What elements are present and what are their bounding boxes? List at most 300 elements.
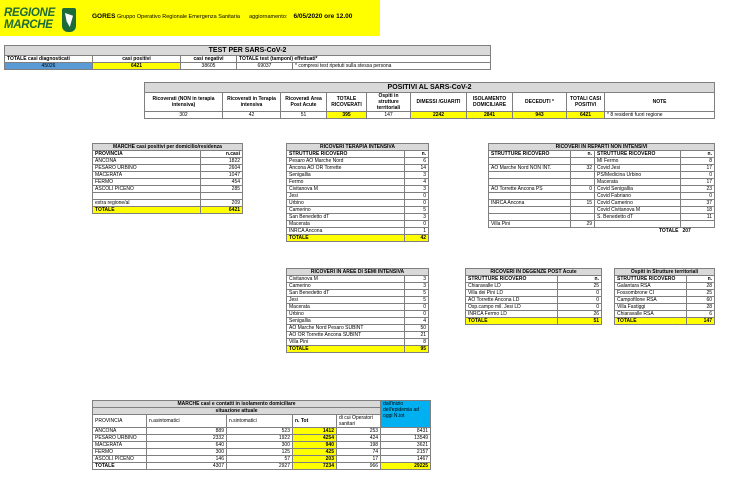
non-icu-name: S. Benedetto dT bbox=[595, 214, 681, 221]
province-row bbox=[93, 186, 243, 193]
non-icu-name: Covid Fabriano bbox=[595, 193, 681, 200]
isolation-row bbox=[93, 449, 431, 456]
province-col-label: PROVINCIA bbox=[93, 151, 201, 158]
semi-total-label: TOTALE bbox=[287, 346, 405, 353]
territorial-title-row bbox=[615, 269, 715, 276]
icu-value: 3 bbox=[405, 186, 429, 193]
non-icu-row bbox=[489, 207, 715, 214]
province-row bbox=[93, 172, 243, 179]
non-icu-value: 17 bbox=[681, 179, 715, 186]
non-icu-name: AO Marche Nord NON INT. bbox=[489, 165, 571, 172]
icu-row bbox=[287, 221, 429, 228]
semi-row bbox=[287, 318, 429, 325]
isolation-cell: ASCOLI PICENO bbox=[93, 456, 147, 463]
non-icu-name: Covid Civitanova M bbox=[595, 207, 681, 214]
isolation-row bbox=[93, 442, 431, 449]
isolation-col-label: PROVINCIA bbox=[93, 415, 147, 428]
province-value bbox=[201, 193, 243, 200]
icu-value: 3 bbox=[405, 172, 429, 179]
isolation-cell: 13549 bbox=[381, 435, 431, 442]
semi-name: Senigallia bbox=[287, 318, 405, 325]
non-icu-value: 0 bbox=[571, 186, 595, 193]
isolation-cell: PESARO URBINO bbox=[93, 435, 147, 442]
tests-total-tests: 69037 bbox=[237, 63, 293, 70]
isolation-cell: 74 bbox=[337, 449, 381, 456]
semi-value: 0 bbox=[405, 304, 429, 311]
province-name: ANCONA bbox=[93, 158, 201, 165]
positives-value: 51 bbox=[281, 112, 327, 119]
territorial-row bbox=[615, 297, 715, 304]
post_acute-row bbox=[466, 297, 602, 304]
icu-row bbox=[287, 214, 429, 221]
province-value: 285 bbox=[201, 186, 243, 193]
non-icu-name: PS/Medicina Urbino bbox=[595, 172, 681, 179]
positives-title: POSITIVI AL SARS-CoV-2 bbox=[145, 83, 715, 93]
non-icu-row bbox=[489, 221, 715, 228]
post_acute-name: Osp.campo mil. Jesi LD bbox=[466, 304, 558, 311]
province-total-label: TOTALE bbox=[93, 207, 201, 214]
semi-title: RICOVERI IN AREE DI SEMI INTENSIVA bbox=[287, 269, 429, 276]
province-row bbox=[93, 200, 243, 207]
isolation-total-cell: 966 bbox=[337, 463, 381, 470]
isolation-cell: 2157 bbox=[381, 449, 431, 456]
non-icu-name: Villa Pini bbox=[489, 221, 571, 228]
semi-value: 3 bbox=[405, 283, 429, 290]
isolation-cell: 889 bbox=[147, 428, 227, 435]
isolation-cell: ANCONA bbox=[93, 428, 147, 435]
semi-name: Camerino bbox=[287, 283, 405, 290]
shield-icon bbox=[62, 8, 76, 32]
province-header-row bbox=[93, 151, 243, 158]
province-value: 209 bbox=[201, 200, 243, 207]
icu-row bbox=[287, 172, 429, 179]
tests-table bbox=[4, 45, 491, 70]
post_acute-value: 0 bbox=[558, 304, 602, 311]
tests-col3: casi negativi bbox=[181, 56, 237, 63]
isolation-cell: 198 bbox=[337, 442, 381, 449]
non-icu-row bbox=[489, 165, 715, 172]
province-name: FERMO bbox=[93, 179, 201, 186]
non-icu-value bbox=[571, 158, 595, 165]
icu-row bbox=[287, 207, 429, 214]
isolation-cell: 4254 bbox=[293, 435, 337, 442]
isolation-cell: 523 bbox=[227, 428, 293, 435]
positives-header: ISOLAMENTO DOMICILIARE bbox=[467, 93, 513, 112]
post_acute-col-label: STRUTTURE RICOVERO bbox=[466, 276, 558, 283]
isolation-cell: 300 bbox=[147, 449, 227, 456]
positives-header-row bbox=[145, 93, 715, 112]
province-row bbox=[93, 193, 243, 200]
icu-name: Civitanova M bbox=[287, 186, 405, 193]
isolation-cell: 300 bbox=[227, 442, 293, 449]
icu-row bbox=[287, 200, 429, 207]
non-icu-col-label: n. bbox=[571, 151, 595, 158]
icu-title-row bbox=[287, 144, 429, 151]
semi-name: AO OR Torrette Ancona SUBINT bbox=[287, 332, 405, 339]
isolation-total-cell: 29225 bbox=[381, 463, 431, 470]
semi-name: Jesi bbox=[287, 297, 405, 304]
semi-name: AO Marche Nord Pesaro SUBINT bbox=[287, 325, 405, 332]
non-icu-value: 11 bbox=[681, 214, 715, 221]
semi-value: 21 bbox=[405, 332, 429, 339]
positives-header: Ricoverati Area Post Acute bbox=[281, 93, 327, 112]
non-icu-name: Covid Camerino bbox=[595, 200, 681, 207]
non-icu-value: 18 bbox=[681, 207, 715, 214]
non-icu-row bbox=[489, 193, 715, 200]
non-icu-value bbox=[571, 207, 595, 214]
icu-row bbox=[287, 228, 429, 235]
non-icu-value: 0 bbox=[681, 193, 715, 200]
territorial-name: Villa Fastiggi bbox=[615, 304, 687, 311]
non-icu-header-row bbox=[489, 151, 715, 158]
icu-name: Urbino bbox=[287, 200, 405, 207]
post_acute-row bbox=[466, 290, 602, 297]
semi-value: 0 bbox=[405, 311, 429, 318]
territorial-value: 28 bbox=[687, 304, 715, 311]
isolation-cell: 8431 bbox=[381, 428, 431, 435]
non-icu-value: 0 bbox=[681, 172, 715, 179]
territorial-name: Fossombrone CI bbox=[615, 290, 687, 297]
post_acute-total-value: 51 bbox=[558, 318, 602, 325]
semi-row bbox=[287, 297, 429, 304]
positives-header: TOTALE RICOVERATI bbox=[327, 93, 367, 112]
isolation-total-cell: TOTALE bbox=[93, 463, 147, 470]
post_acute-name: Villa dei Pini LD bbox=[466, 290, 558, 297]
post_acute-row bbox=[466, 283, 602, 290]
isolation-row bbox=[93, 456, 431, 463]
territorial-total-label: TOTALE bbox=[615, 318, 687, 325]
isolation-row bbox=[93, 435, 431, 442]
positives-header: DECEDUTI * bbox=[513, 93, 567, 112]
semi-value: 4 bbox=[405, 318, 429, 325]
isolation-cell: 146 bbox=[147, 456, 227, 463]
province-name: MACERATA bbox=[93, 172, 201, 179]
tests-col2: casi positivi bbox=[93, 56, 181, 63]
non-icu-name bbox=[489, 207, 571, 214]
icu-name: Senigallia bbox=[287, 172, 405, 179]
semi-value: 50 bbox=[405, 325, 429, 332]
positives-header: Ricoverati (NON in terapia intensiva) bbox=[145, 93, 223, 112]
post_acute-header-row bbox=[466, 276, 602, 283]
icu-value: 3 bbox=[405, 214, 429, 221]
semi-row bbox=[287, 283, 429, 290]
territorial-name: Galantara RSA bbox=[615, 283, 687, 290]
logo-line1: REGIONE bbox=[4, 7, 55, 19]
non-icu-name bbox=[489, 179, 571, 186]
province-value: 1047 bbox=[201, 172, 243, 179]
icu-row bbox=[287, 179, 429, 186]
territorial-row bbox=[615, 304, 715, 311]
non-icu-value bbox=[571, 172, 595, 179]
territorial-table bbox=[614, 268, 715, 325]
semi-row bbox=[287, 276, 429, 283]
non-icu-total-row bbox=[489, 228, 715, 235]
isolation-total-cell: 2927 bbox=[227, 463, 293, 470]
tests-positive: 6421 bbox=[93, 63, 181, 70]
semi-name: Urbino bbox=[287, 311, 405, 318]
icu-name: Macerata bbox=[287, 221, 405, 228]
isolation-col-label: di cui Operatori sanitari bbox=[337, 415, 381, 428]
icu-row bbox=[287, 186, 429, 193]
province-name: PESARO URBINO bbox=[93, 165, 201, 172]
isolation-subtitle: situazione attuale bbox=[93, 408, 381, 415]
territorial-value: 28 bbox=[687, 283, 715, 290]
semi-name: San Benedetto dT bbox=[287, 290, 405, 297]
isolation-cell: 203 bbox=[293, 456, 337, 463]
post_acute-name: INRCA Fermo LD bbox=[466, 311, 558, 318]
non-icu-value: 8 bbox=[681, 158, 715, 165]
isolation-cell: 17 bbox=[337, 456, 381, 463]
positives-value: 147 bbox=[367, 112, 411, 119]
province-row bbox=[93, 179, 243, 186]
non-icu-value: 29 bbox=[571, 221, 595, 228]
isolation-cell: 424 bbox=[337, 435, 381, 442]
positives-values-row bbox=[145, 112, 715, 119]
non-icu-name bbox=[489, 214, 571, 221]
isolation-total-cell: 4307 bbox=[147, 463, 227, 470]
semi-title-row bbox=[287, 269, 429, 276]
isolation-subtitle-row bbox=[93, 408, 431, 415]
territorial-total-row bbox=[615, 318, 715, 325]
province-total-row bbox=[93, 207, 243, 214]
isolation-total-cell: 7234 bbox=[293, 463, 337, 470]
positives-value: * 8 residenti fuori regione bbox=[605, 112, 715, 119]
positives-value: 302 bbox=[145, 112, 223, 119]
non-icu-col-label: STRUTTURE RICOVERO bbox=[595, 151, 681, 158]
positives-header: Ricoverati in Terapia intensiva bbox=[223, 93, 281, 112]
tests-col4: TOTALE test (tamponi) effettuati* bbox=[237, 56, 491, 63]
icu-total-label: TOTALE bbox=[287, 235, 405, 242]
post_acute-value: 25 bbox=[558, 283, 602, 290]
isolation-cell: FERMO bbox=[93, 449, 147, 456]
semi-row bbox=[287, 311, 429, 318]
isolation-cell: 1412 bbox=[293, 428, 337, 435]
territorial-row bbox=[615, 283, 715, 290]
territorial-col-label: n. bbox=[687, 276, 715, 283]
non-icu-value: 15 bbox=[571, 200, 595, 207]
non-icu-value: 17 bbox=[681, 165, 715, 172]
logo-line2: MARCHE bbox=[4, 19, 53, 31]
icu-table bbox=[286, 143, 429, 242]
territorial-row bbox=[615, 290, 715, 297]
positives-value: 2841 bbox=[467, 112, 513, 119]
territorial-value: 25 bbox=[687, 290, 715, 297]
gores-label: GORES bbox=[92, 13, 116, 20]
icu-row bbox=[287, 158, 429, 165]
icu-header-row bbox=[287, 151, 429, 158]
non-icu-value: 23 bbox=[681, 186, 715, 193]
non-icu-name: AO Torrette Ancona PS bbox=[489, 186, 571, 193]
icu-value: 4 bbox=[405, 179, 429, 186]
positives-header: NOTE bbox=[605, 93, 715, 112]
update-value: 6/05/2020 ore 12.00 bbox=[293, 13, 353, 20]
positives-header: TOTALI CASI POSITIVI bbox=[567, 93, 605, 112]
positives-value: 42 bbox=[223, 112, 281, 119]
province-table bbox=[92, 143, 243, 214]
non-icu-row bbox=[489, 172, 715, 179]
icu-col-label: n. bbox=[405, 151, 429, 158]
update-label: aggiornamento: bbox=[249, 14, 288, 20]
icu-value: 0 bbox=[405, 200, 429, 207]
positives-table bbox=[144, 82, 715, 119]
non-icu-name bbox=[489, 193, 571, 200]
territorial-name: Campofilone RSA bbox=[615, 297, 687, 304]
icu-name: INRCA Ancona bbox=[287, 228, 405, 235]
isolation-cell: 425 bbox=[293, 449, 337, 456]
semi-total-value: 95 bbox=[405, 346, 429, 353]
post_acute-row bbox=[466, 304, 602, 311]
territorial-title: Ospiti in Strutture territoriali bbox=[615, 269, 715, 276]
non-icu-name bbox=[489, 158, 571, 165]
tests-title: TEST PER SARS-CoV-2 bbox=[5, 46, 491, 56]
non-icu-row bbox=[489, 186, 715, 193]
icu-col-label: STRUTTURE RICOVERO bbox=[287, 151, 405, 158]
post_acute-value: 0 bbox=[558, 297, 602, 304]
post_acute-title: RICOVERI IN DEGENZE POST Acute bbox=[466, 269, 602, 276]
non-icu-title: RICOVERI IN REPARTI NON INTENSIVI bbox=[489, 144, 715, 151]
report-header bbox=[0, 0, 380, 36]
non-icu-total-value: 207 bbox=[682, 228, 691, 234]
isolation-header-row bbox=[93, 415, 431, 428]
isolation-cell: 253 bbox=[337, 428, 381, 435]
territorial-value: 6 bbox=[687, 311, 715, 318]
icu-name: Jesi bbox=[287, 193, 405, 200]
isolation-cell: 2332 bbox=[147, 435, 227, 442]
isolation-table bbox=[92, 400, 431, 470]
icu-total-value: 42 bbox=[405, 235, 429, 242]
post-acute-table bbox=[465, 268, 602, 325]
territorial-row bbox=[615, 311, 715, 318]
province-title-row bbox=[93, 144, 243, 151]
isolation-side-header: dall'inizio dell'epidemia ad oggi N.tot bbox=[381, 401, 431, 428]
icu-value: 1 bbox=[405, 228, 429, 235]
territorial-total-value: 147 bbox=[687, 318, 715, 325]
province-value: 1822 bbox=[201, 158, 243, 165]
icu-name: Fermo bbox=[287, 179, 405, 186]
non-icu-value bbox=[571, 179, 595, 186]
isolation-col-label: n.asintomatici bbox=[147, 415, 227, 428]
non-icu-name: Covid Jesi bbox=[595, 165, 681, 172]
non-icu-col-label: STRUTTURE RICOVERO bbox=[489, 151, 571, 158]
post_acute-value: 0 bbox=[558, 290, 602, 297]
positives-value: 6421 bbox=[567, 112, 605, 119]
non-icu-row bbox=[489, 158, 715, 165]
tests-negative: 38605 bbox=[181, 63, 237, 70]
province-title: MARCHE casi positivi per domicilio/residenza bbox=[93, 144, 243, 151]
non-icu-title-row bbox=[489, 144, 715, 151]
isolation-row bbox=[93, 428, 431, 435]
isolation-total-row bbox=[93, 463, 431, 470]
territorial-value: 60 bbox=[687, 297, 715, 304]
non-icu-value: 37 bbox=[681, 200, 715, 207]
tests-total-cases: 45026 bbox=[5, 63, 93, 70]
post_acute-title-row bbox=[466, 269, 602, 276]
semi-name: Civitanova M bbox=[287, 276, 405, 283]
post_acute-total-row bbox=[466, 318, 602, 325]
post_acute-total-label: TOTALE bbox=[466, 318, 558, 325]
post_acute-name: AO Torrette Ancona LD bbox=[466, 297, 558, 304]
isolation-cell: 57 bbox=[227, 456, 293, 463]
positives-value: 943 bbox=[513, 112, 567, 119]
semi-intensive-table bbox=[286, 268, 429, 353]
post_acute-col-label: n. bbox=[558, 276, 602, 283]
icu-name: Pesaro AO Marche Nord bbox=[287, 158, 405, 165]
province-value: 454 bbox=[201, 179, 243, 186]
province-name bbox=[93, 193, 201, 200]
icu-value: 6 bbox=[405, 158, 429, 165]
icu-name: Camerino bbox=[287, 207, 405, 214]
province-total-value: 6421 bbox=[201, 207, 243, 214]
non-icu-value bbox=[681, 221, 715, 228]
isolation-cell: 125 bbox=[227, 449, 293, 456]
non-icu-value bbox=[571, 193, 595, 200]
semi-value: 5 bbox=[405, 297, 429, 304]
non-icu-value: 32 bbox=[571, 165, 595, 172]
icu-total-row bbox=[287, 235, 429, 242]
non-icu-name: MI Fermo bbox=[595, 158, 681, 165]
header-line bbox=[92, 13, 352, 20]
icu-row bbox=[287, 165, 429, 172]
post_acute-name: Chiaravalle LD bbox=[466, 283, 558, 290]
territorial-col-label: STRUTTURE RICOVERO bbox=[615, 276, 687, 283]
positives-header: Ospiti in strutture territoriali bbox=[367, 93, 411, 112]
icu-title: RICOVERI TERAPIA INTENSIVA bbox=[287, 144, 429, 151]
semi-name: Villa Pini bbox=[287, 339, 405, 346]
non-icu-name: Macerata bbox=[595, 179, 681, 186]
province-name: ASCOLI PICENO bbox=[93, 186, 201, 193]
territorial-name: Chiaravalle RSA bbox=[615, 311, 687, 318]
icu-value: 0 bbox=[405, 193, 429, 200]
province-col-label: n.casi bbox=[201, 151, 243, 158]
non-icu-name bbox=[489, 172, 571, 179]
icu-value: 0 bbox=[405, 221, 429, 228]
regione-marche-logo bbox=[2, 3, 74, 34]
isolation-cell: 1922 bbox=[227, 435, 293, 442]
semi-row bbox=[287, 339, 429, 346]
icu-value: 5 bbox=[405, 207, 429, 214]
isolation-col-label: n. Tot bbox=[293, 415, 337, 428]
non-icu-name bbox=[595, 221, 681, 228]
icu-name: Ancona AO OR Torrette bbox=[287, 165, 405, 172]
non-icu-name: INRCA Ancona bbox=[489, 200, 571, 207]
non-icu-col-label: n. bbox=[681, 151, 715, 158]
semi-value: 8 bbox=[405, 339, 429, 346]
province-name: extra regione/al bbox=[93, 200, 201, 207]
non-icu-table bbox=[488, 143, 715, 234]
isolation-cell: 1467 bbox=[381, 456, 431, 463]
gores-desc: Gruppo Operativo Regionale Emergenza Sanitaria bbox=[117, 14, 240, 20]
province-row bbox=[93, 165, 243, 172]
semi-total-row bbox=[287, 346, 429, 353]
semi-name: Macerata bbox=[287, 304, 405, 311]
semi-value: 3 bbox=[405, 276, 429, 283]
semi-row bbox=[287, 325, 429, 332]
non-icu-row bbox=[489, 214, 715, 221]
non-icu-value bbox=[571, 214, 595, 221]
icu-row bbox=[287, 193, 429, 200]
isolation-title: MARCHE casi e contatti in isolamento domiciliare bbox=[93, 401, 381, 408]
icu-name: San Benedetto dT bbox=[287, 214, 405, 221]
isolation-cell: MACERATA bbox=[93, 442, 147, 449]
isolation-cell: 940 bbox=[293, 442, 337, 449]
isolation-title-row bbox=[93, 401, 431, 408]
positives-value: 395 bbox=[327, 112, 367, 119]
non-icu-total-label: TOTALE bbox=[658, 228, 679, 234]
isolation-cell: 3621 bbox=[381, 442, 431, 449]
semi-row bbox=[287, 332, 429, 339]
semi-row bbox=[287, 304, 429, 311]
province-row bbox=[93, 158, 243, 165]
